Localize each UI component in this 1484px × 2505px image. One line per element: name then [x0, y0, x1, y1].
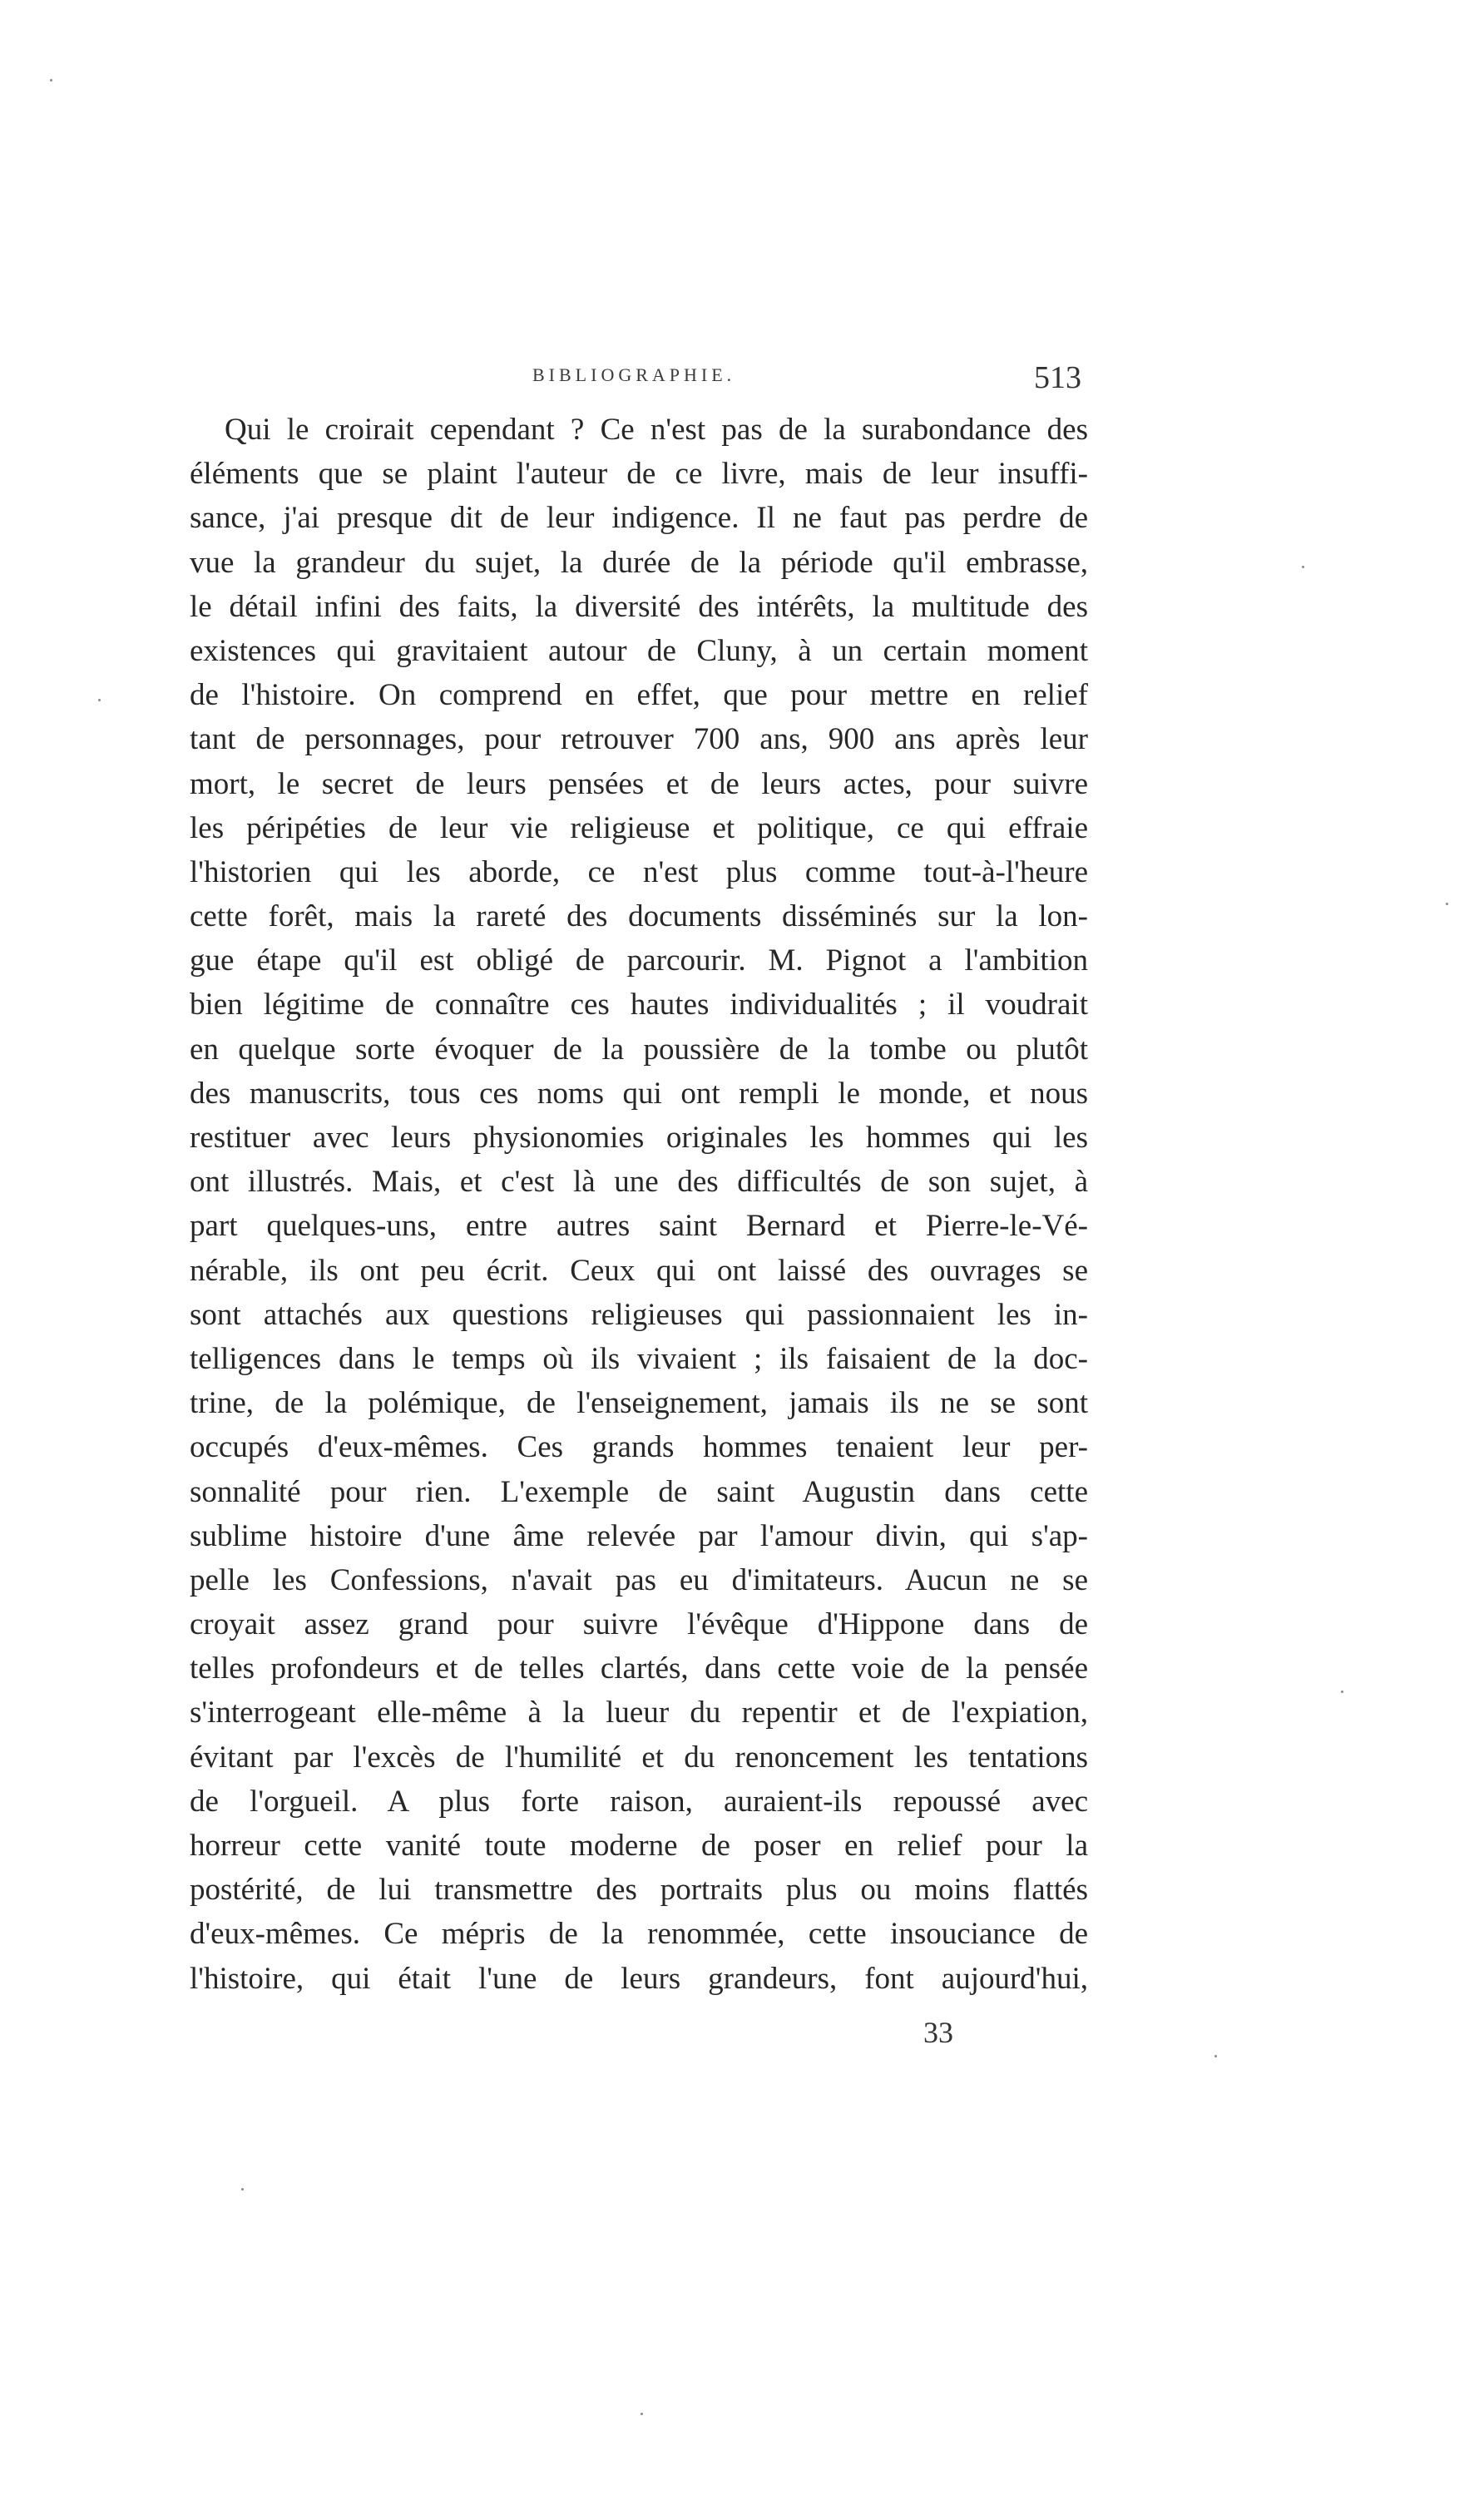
- text-line: mort, le secret de leurs pensées et de leurs actes, pour suivre: [190, 766, 1088, 801]
- scan-speck: [1446, 903, 1448, 905]
- text-line: sublime histoire d'une âme relevée par l'amour divin, qui s'ap-: [190, 1518, 1088, 1553]
- text-line: vue la grandeur du sujet, la durée de la période qu'il embrasse,: [190, 545, 1088, 580]
- text-line: pelle les Confessions, n'avait pas eu d'imitateurs. Aucun ne se: [190, 1562, 1088, 1597]
- text-line: en quelque sorte évoquer de la poussière de la tombe ou plutôt: [190, 1032, 1088, 1067]
- text-line: gue étape qu'il est obligé de parcourir. M. Pignot a l'ambition: [190, 943, 1088, 978]
- text-line: des manuscrits, tous ces noms qui ont rempli le monde, et nous: [190, 1076, 1088, 1111]
- page-number: 513: [1034, 360, 1081, 395]
- text-line: de l'histoire. On comprend en effet, que pour mettre en relief: [190, 678, 1088, 713]
- scan-speck: [241, 2188, 244, 2191]
- text-line: éléments que se plaint l'auteur de ce livre, mais de leur insuffi-: [190, 457, 1088, 492]
- text-line: évitant par l'excès de l'humilité et du renoncement les tentations: [190, 1740, 1088, 1775]
- text-line: cette forêt, mais la rareté des documents disséminés sur la lon-: [190, 899, 1088, 934]
- text-line: sance, j'ai presque dit de leur indigence. Il ne faut pas perdre de: [190, 501, 1088, 536]
- text-line: existences qui gravitaient autour de Cluny, à un certain moment: [190, 633, 1088, 668]
- text-line: tant de personnages, pour retrouver 700 ans, 900 ans après leur: [190, 722, 1088, 757]
- signature-mark: 33: [923, 2016, 953, 2049]
- scan-speck: [50, 79, 52, 82]
- body-text: [190, 408, 1088, 2001]
- text-line: sonnalité pour rien. L'exemple de saint Augustin dans cette: [190, 1474, 1088, 1509]
- text-line: l'historien qui les aborde, ce n'est plus comme tout-à-l'heure: [190, 854, 1088, 889]
- text-line: d'eux-mêmes. Ce mépris de la renommée, cette insouciance de: [190, 1917, 1088, 1952]
- text-line: telligences dans le temps où ils vivaient ; ils faisaient de la doc-: [190, 1341, 1088, 1376]
- text-line: postérité, de lui transmettre des portraits plus ou moins flattés: [190, 1873, 1088, 1908]
- text-line: le détail infini des faits, la diversité des intérêts, la multitude des: [190, 589, 1088, 624]
- text-line: bien légitime de connaître ces hautes individualités ; il voudrait: [190, 988, 1088, 1022]
- text-line: horreur cette vanité toute moderne de poser en relief pour la: [190, 1829, 1088, 1863]
- text-line: trine, de la polémique, de l'enseignement, jamais ils ne se sont: [190, 1386, 1088, 1421]
- scan-speck: [641, 2413, 643, 2415]
- running-title: BIBLIOGRAPHIE.: [532, 364, 736, 385]
- text-line: restituer avec leurs physionomies originales les hommes qui les: [190, 1121, 1088, 1155]
- text-line: telles profondeurs et de telles clartés, dans cette voie de la pensée: [190, 1651, 1088, 1686]
- text-line: s'interrogeant elle-même à la lueur du repentir et de l'expiation,: [190, 1696, 1088, 1730]
- scan-speck: [98, 699, 101, 701]
- text-line: croyait assez grand pour suivre l'évêque d'Hippone dans de: [190, 1607, 1088, 1642]
- text-line: ont illustrés. Mais, et c'est là une des difficultés de son sujet, à: [190, 1165, 1088, 1200]
- running-head: [532, 359, 1081, 393]
- text-line: l'histoire, qui était l'une de leurs grandeurs, font aujourd'hui,: [190, 1961, 1088, 1996]
- text-line: nérable, ils ont peu écrit. Ceux qui ont laissé des ouvrages se: [190, 1253, 1088, 1288]
- scan-speck: [1302, 566, 1304, 568]
- text-line: sont attachés aux questions religieuses qui passionnaient les in-: [190, 1297, 1088, 1332]
- text-line: les péripéties de leur vie religieuse et politique, ce qui effraie: [190, 810, 1088, 845]
- text-line: occupés d'eux-mêmes. Ces grands hommes tenaient leur per-: [190, 1430, 1088, 1465]
- scan-speck: [1341, 1691, 1343, 1693]
- text-line: de l'orgueil. A plus forte raison, auraient-ils repoussé avec: [190, 1784, 1088, 1819]
- text-line: Qui le croirait cependant ? Ce n'est pas de la surabondance des: [225, 413, 1088, 447]
- scan-speck: [1214, 2055, 1217, 2057]
- text-line: part quelques-uns, entre autres saint Bernard et Pierre-le-Vé-: [190, 1209, 1088, 1244]
